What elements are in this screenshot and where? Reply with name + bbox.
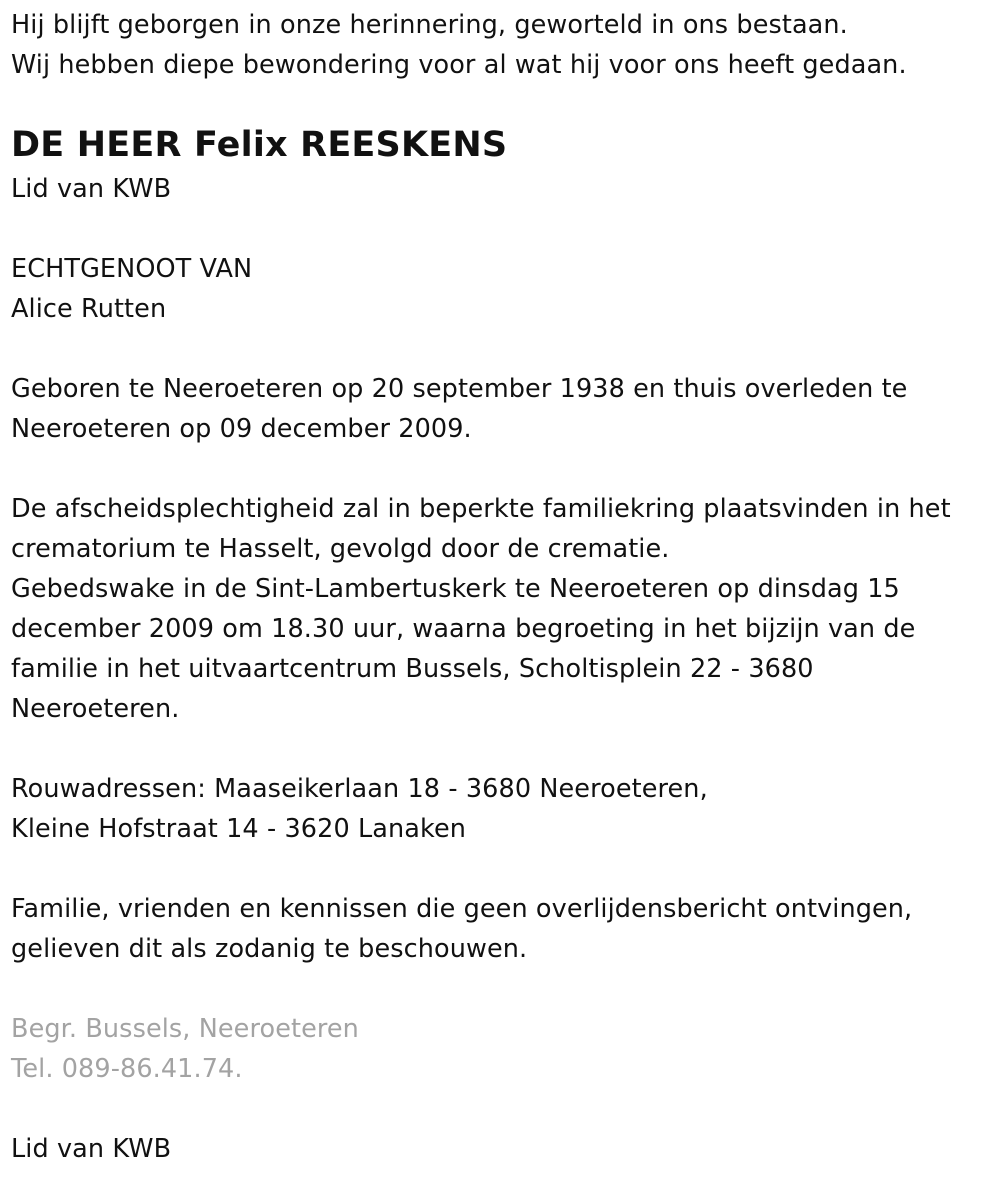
ceremony-line-1: De afscheidsplechtigheid zal in beperkte familiekring plaatsvinden in het [11,494,951,524]
notice-line-2: gelieven dit als zodanig te beschouwen. [11,934,528,964]
spacer [11,1089,996,1129]
spacer [11,729,996,769]
spacer [11,849,996,889]
ceremony-line-3: Gebedswake in de Sint-Lambertuskerk te Neeroeteren op dinsdag 15 [11,574,900,604]
intro-line-2: Wij hebben diepe bewondering voor al wat hij voor ons heeft gedaan. [11,50,907,80]
notice-line-1: Familie, vrienden en kennissen die geen overlijdensbericht ontvingen, [11,894,913,924]
intro-line-1: Hij blijft geborgen in onze herinnering, geworteld in ons bestaan. [11,10,848,40]
obituary-document [11,5,996,1169]
spacer [11,329,996,369]
birth-death-line-1: Geboren te Neeroeteren op 20 september 1938 en thuis overleden te [11,374,908,404]
mourning-address-line-1: Rouwadressen: Maaseikerlaan 18 - 3680 Neeroeteren, [11,774,708,804]
spacer [11,209,996,249]
ceremony-line-6: Neeroeteren. [11,694,180,724]
spouse-name: Alice Rutten [11,294,167,324]
deceased-membership: Lid van KWB [11,174,172,204]
mourning-address-line-2: Kleine Hofstraat 14 - 3620 Lanaken [11,814,467,844]
spacer [11,449,996,489]
ceremony-line-2: crematorium te Hasselt, gevolgd door de crematie. [11,534,670,564]
funeral-home-name: Begr. Bussels, Neeroeteren [11,1014,359,1044]
deceased-name: DE HEER Felix REESKENS [11,125,508,165]
ceremony-line-4: december 2009 om 18.30 uur, waarna begroeting in het bijzijn van de [11,614,916,644]
funeral-home-phone: Tel. 089-86.41.74. [11,1054,243,1084]
ceremony-line-5: familie in het uitvaartcentrum Bussels, Scholtisplein 22 - 3680 [11,654,814,684]
footer-membership: Lid van KWB [11,1134,172,1164]
spouse-heading: ECHTGENOOT VAN [11,254,253,284]
birth-death-line-2: Neeroeteren op 09 december 2009. [11,414,472,444]
spacer [11,969,996,1009]
